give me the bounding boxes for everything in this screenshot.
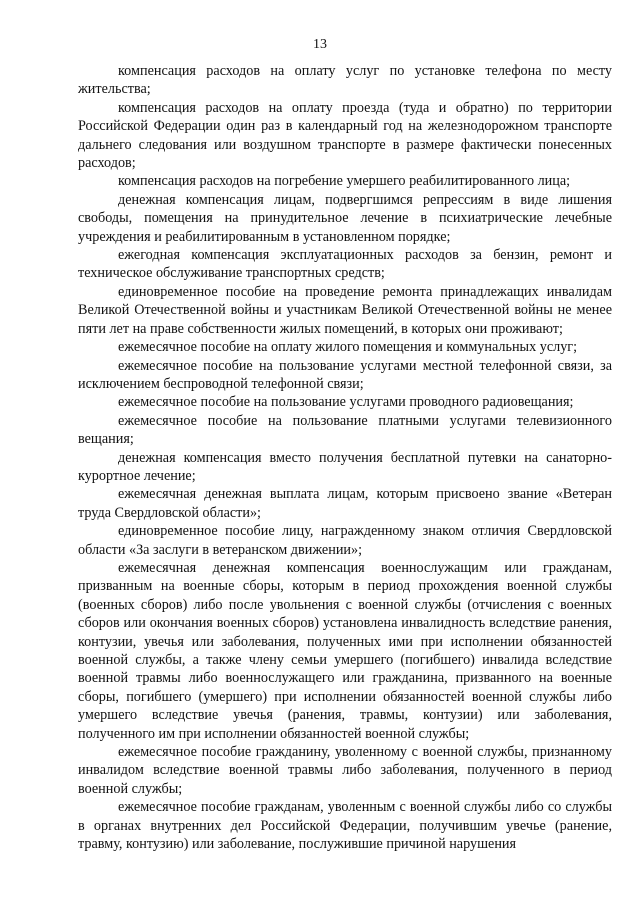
paragraph: единовременное пособие лицу, награжденному знаком отличия Свердловской области «За заслуги в ветеранском движении»;	[78, 523, 612, 558]
paragraph: денежная компенсация вместо получения бесплатной путевки на санаторно-курортное лечение;	[78, 449, 612, 484]
paragraph: ежемесячное пособие на пользование услугами проводного радиовещания;	[118, 394, 574, 411]
paragraph: ежемесячное пособие гражданам, уволенным с военной службы либо со службы в органах внутренних дел Российской Федерации, получившим увечье (ранение, травму, контузию) или заболевание, послужившие причиной нарушения	[78, 799, 612, 853]
paragraph: ежегодная компенсация эксплуатационных расходов за бензин, ремонт и техническое обслуживание транспортных средств;	[78, 247, 612, 282]
paragraph: ежемесячная денежная выплата лицам, которым присвоено звание «Ветеран труда Свердловской области»;	[78, 486, 612, 521]
paragraph: ежемесячное пособие на пользование платными услугами телевизионного вещания;	[78, 412, 612, 448]
paragraph: денежная компенсация лицам, подвергшимся репрессиям в виде лишения свободы, помещения на принудительное лечение в психиатрические лечебные учреждения и реабилитированным в установленном порядке;	[78, 191, 612, 245]
paragraph: ежемесячная денежная компенсация военнослужащим или гражданам, призванным на военные сборы, которым в период прохождения военной службы (военных сборов) либо после увольнения с военной службы (отчисления с военных сборов или окончания военных сборов) установлена инвалидность вследствие ранения, контузии, увечья или заболевания, полученных ими при исполнении обязанностей военной службы, а также члену семьи умершего (погибшего) инвалида вследствие военной травмы либо военнослужащего или гражданина, призванного на военные сборы, погибшего (умершего) при исполнении обязанностей военной службы либо умершего вследствие увечья (ранения, травмы, контузии) или заболевания, полученного им при исполнении обязанностей военной службы;	[78, 559, 612, 742]
paragraph: ежемесячное пособие на оплату жилого помещения и коммунальных услуг;	[118, 339, 578, 356]
paragraph: ежемесячное пособие на пользование услугами местной телефонной связи, за исключением беспроводной телефонной связи;	[78, 357, 612, 392]
page-number: 13	[313, 37, 327, 52]
paragraph: компенсация расходов на оплату услуг по установке телефона по месту жительства;	[78, 63, 612, 98]
paragraph: компенсация расходов на погребение умершего реабилитированного лица;	[118, 173, 571, 190]
document-body	[78, 62, 612, 853]
paragraph: единовременное пособие на проведение ремонта принадлежащих инвалидам Великой Отечественной войны и участникам Великой Отечественной войны не менее пяти лет на праве собственности жилых помещений, в которых они проживают;	[78, 283, 612, 337]
paragraph: ежемесячное пособие гражданину, уволенному с военной службы, признанному инвалидом вследствие военной травмы либо заболевания, полученного в период военной службы;	[78, 744, 612, 797]
paragraph: компенсация расходов на оплату проезда (туда и обратно) по территории Российской Федерации один раз в календарный год на железнодорожном транспорте дальнего следования или воздушном транспорте в размере фактически понесенных расходов;	[78, 99, 612, 172]
